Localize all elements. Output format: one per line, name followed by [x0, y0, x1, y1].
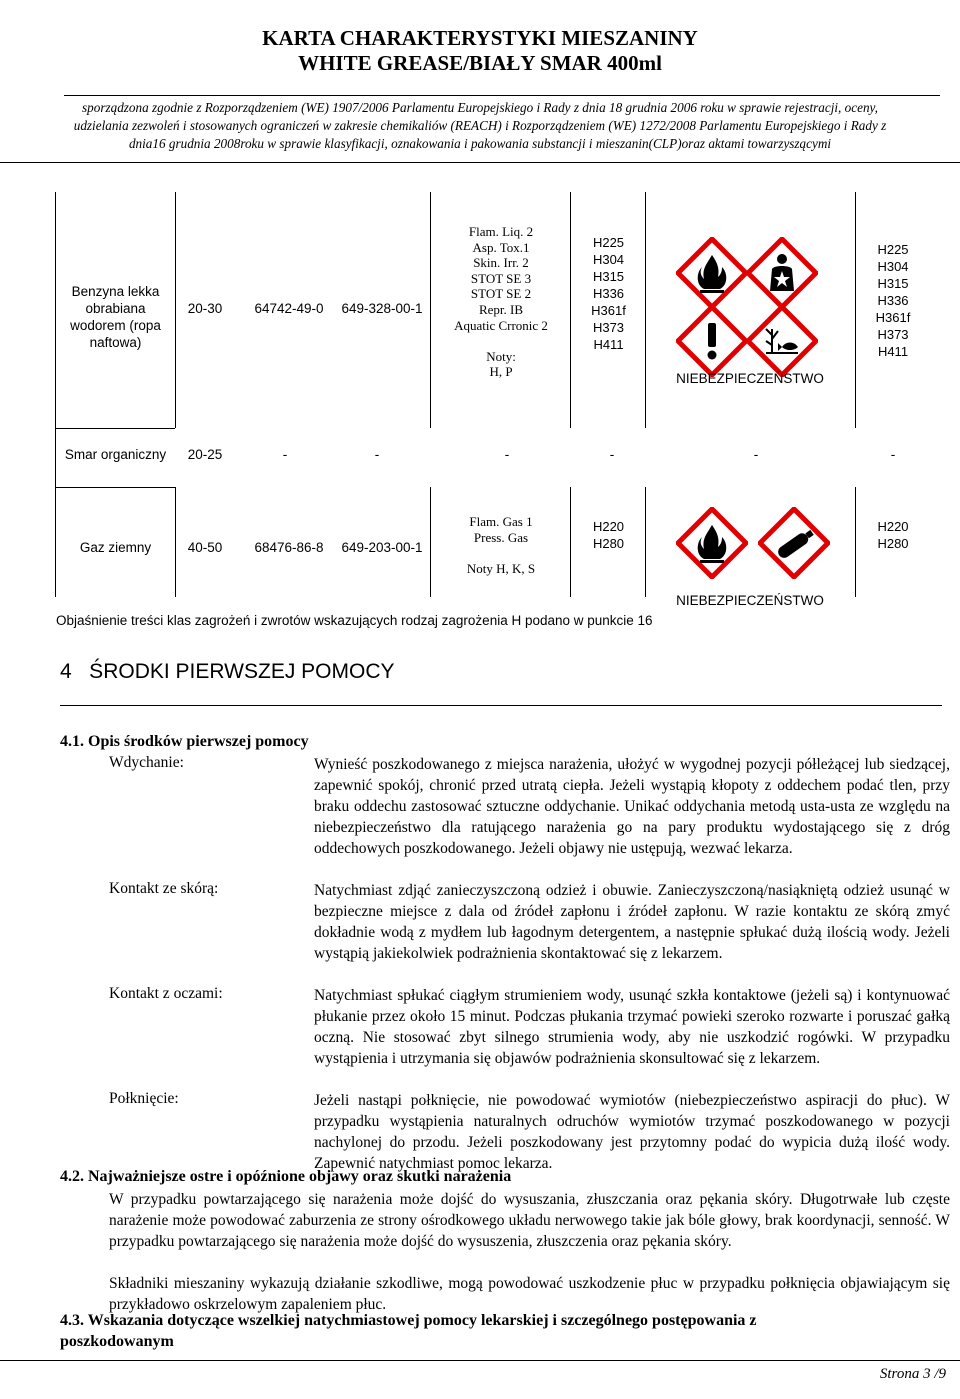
- signal-word: NIEBEZPIECZEŃSTWO: [676, 371, 824, 386]
- first-aid-text-eyes: Natychmiast spłukać ciągłym strumieniem wody, usunąć szkła kontaktowe (jeżeli są) i kontynuować płukanie przez około 15 minut. Podczas płukania trzymać powieki szeroko rozwarte i poruszać gałką oczną. Nie stosować zbyt silnego strumienia wody, aby nie uszkodzić rogówki. W przypadku wystąpienia i utrzymania się objawów podrażnienia skonsultować się z lekarzem.: [314, 987, 950, 1068]
- ec-number: 649-328-00-1: [341, 301, 423, 316]
- table-note: Objaśnienie treści klas zagrożeń i zwrotów wskazujących rodzaj zagrożenia H podano w punkcie 16: [56, 613, 653, 628]
- first-aid-text-ingestion: Jeżeli nastąpi połknięcie, nie powodować wymiotów (niebezpieczeństwo aspiracji do płuc). W przypadku wystąpienia naturalnych odruchów wymiotów trzymać poszkodowanego w pozycji nachylonej do przodu. Jeżeli poszkodowany jest przytomny podać do wypicia dużą ilość wody. Zapewnić natychmiast pomoc lekarza.: [314, 1092, 950, 1173]
- classification: -: [504, 447, 510, 462]
- flame-pictogram: [676, 507, 748, 579]
- symptoms-paragraph-2: Składniki mieszaniny wykazują działanie szkodliwe, mogą powodować uszkodzenie płuc w przypadku połknięcia objawiającym się przykładowo oskrzelowym zapaleniem płuc.: [109, 1275, 950, 1314]
- signal-word: NIEBEZPIECZEŃSTWO: [676, 593, 824, 608]
- ec-number: -: [374, 447, 380, 462]
- first-aid-text-skin: Natychmiast zdjąć zanieczyszczoną odzież i obuwie. Zanieczyszczoną/nasiąkniętą odzież usunąć w bezpieczne miejsce z dala od źródeł zapłonu i źródeł zapłonu. W razie kontaktu ze skórą zmyć dokładnie wodą z mydłem lub łagodnym detergentem, a następnie spłukać dużą ilością wody. Jeżeli wystąpią jakiekolwiek podrażnienia skontaktować się z lekarzem.: [314, 882, 950, 963]
- footer-rule: [0, 1360, 960, 1361]
- subsection-title-4-3: 4.3. Wskazania dotyczące wszelkiej natychmiastowej pomocy lekarskiej i szczególnego postępowania z: [60, 1312, 757, 1329]
- health-hazard-pictogram: [746, 237, 818, 309]
- header-bottom-rule: [0, 162, 960, 163]
- component-name: Gaz ziemny: [79, 540, 152, 555]
- product-name: WHITE GREASE/BIAŁY SMAR 400ml: [298, 51, 662, 75]
- regulation-line-2: udzielania zezwoleń i stosowanych ograniczeń w zakresie chemikaliów (REACH) i Rozporządzeniem (WE) 1272/2008 Parlamentu Europejskiego i Rady z: [73, 118, 887, 133]
- exclamation-pictogram: [676, 305, 748, 377]
- ec-number: 649-203-00-1: [341, 540, 423, 555]
- page-number: Strona 3 /9: [879, 1366, 946, 1382]
- flame-pictogram: [676, 237, 748, 309]
- regulation-line-3: dnia16 grudnia 2008roku w sprawie klasyfikacji, oznakowania i pakowania substancji i mieszanin(CLP)oraz aktami towarzyszącymi: [128, 136, 832, 151]
- first-aid-text-inhalation: Wynieść poszkodowanego z miejsca narażenia, ułożyć w wygodnej pozycji półleżącej lub siedzącej, zapewnić spokój, chronić przed utratą ciepła. Jeżeli wystąpią kłopoty z oddechem podać tlen, przy braku oddechu zastosować sztuczne oddychanie. Unikać oddychania metodą usta-usta ze względu na niebezpieczeństwo dla ratującego narażenia go na pary produktu wydostającego się z dróg oddechowych poszkodowanego. Jeżeli objawy nie ustępują, wezwać lekarza.: [314, 756, 950, 858]
- subsection-title-4-3-cont: poszkodowanym: [60, 1333, 174, 1350]
- subsection-title-4-1: 4.1. Opis środków pierwszej pomocy: [60, 733, 309, 750]
- first-aid-label-inhalation: Wdychanie:: [109, 754, 184, 771]
- cas-number: -: [282, 447, 288, 462]
- classification: Flam. Liq. 2 Asp. Tox.1 Skin. Irr. 2 STOT SE 3 STOT SE 2 Repr. IB Aquatic Crronic 2 Noty: H, P: [454, 224, 548, 380]
- cas-number: 64742-49-0: [254, 301, 324, 316]
- section-rule: [60, 705, 942, 706]
- concentration: 20-25: [187, 447, 223, 462]
- component-name: Smar organiczny: [64, 447, 167, 462]
- hazard-labels: H220 H280: [877, 519, 909, 551]
- hazard-labels: -: [890, 447, 896, 462]
- document-title: KARTA CHARAKTERYSTYKI MIESZANINY: [262, 26, 698, 50]
- header-rule: [64, 95, 940, 96]
- concentration: 40-50: [187, 540, 223, 555]
- hazard-statements: H220 H280: [592, 519, 625, 551]
- section-title: 4 ŚRODKI PIERWSZEJ POMOCY: [60, 660, 395, 683]
- pictograms: -: [753, 447, 759, 462]
- concentration: 20-30: [187, 301, 223, 316]
- classification: Flam. Gas 1 Press. Gas Noty H, K, S: [466, 514, 536, 576]
- hazard-statements: H225 H304 H315 H336 H361f H373 H411: [591, 235, 626, 352]
- first-aid-label-ingestion: Połknięcie:: [109, 1090, 179, 1107]
- cas-number: 68476-86-8: [254, 540, 324, 555]
- first-aid-label-skin: Kontakt ze skórą:: [109, 880, 219, 897]
- hazard-labels: H225 H304 H315 H336 H361f H373 H411: [875, 242, 911, 359]
- gas-cylinder-pictogram: [758, 507, 830, 579]
- first-aid-label-eyes: Kontakt z oczami:: [109, 985, 223, 1002]
- component-name: Benzyna lekka obrabiana wodorem (ropa naftowa): [70, 284, 161, 350]
- subsection-title-4-2: 4.2. Najważniejsze ostre i opóźnione objawy oraz skutki narażenia: [60, 1168, 512, 1185]
- hazard-statements: -: [609, 447, 615, 462]
- regulation-line-1: sporządzona zgodnie z Rozporządzeniem (WE) 1907/2006 Parlamentu Europejskiego i Rady z dnia 18 grudnia 2006 roku w sprawie rejestracji, oceny,: [82, 100, 878, 115]
- environment-pictogram: [746, 305, 818, 377]
- symptoms-paragraph-1: W przypadku powtarzającego się narażenia może dojść do wysuszania, złuszczania oraz pękania skóry. Długotrwałe lub częste narażenie może powodować zaburzenia ze strony ośrodkowego układu nerwowego takie jak bóle głowy, brak koordynacji, senność. W przypadku powtarzającego się narażenia może dojść do wysuszenia, złuszczenia oraz pękania skóry.: [109, 1191, 950, 1251]
